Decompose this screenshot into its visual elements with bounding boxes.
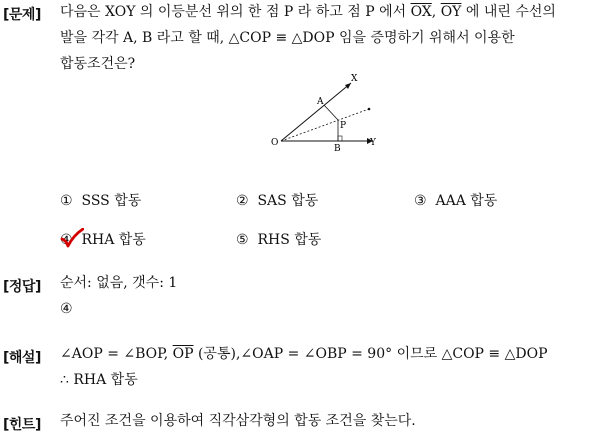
choice-2-text: SAS 합동	[257, 193, 319, 209]
question-text	[60, 0, 590, 77]
choice-3-text: AAA 합동	[435, 193, 498, 209]
choice-5[interactable]	[236, 231, 321, 249]
check-mark-icon	[60, 228, 84, 248]
question-line-1	[60, 0, 590, 25]
choice-1-text: SSS 합동	[81, 193, 142, 209]
explanation-line-1-post: (공통),∠OAP = ∠OBP = 90° 이므로 △COP ≡ △DOP	[193, 346, 548, 362]
explanation-line-1-pre: ∠AOP = ∠BOP,	[60, 346, 173, 362]
segment-op: $\overline{OP}$	[172, 346, 194, 362]
right-angle-mark	[338, 136, 342, 141]
choice-4-number: ④	[60, 232, 73, 248]
hint-label: [힌트]	[3, 417, 41, 433]
label-o: O	[271, 138, 279, 148]
angle-bisector-figure	[265, 68, 385, 158]
choice-2-number: ②	[236, 193, 249, 209]
answer-label: [정답]	[3, 279, 41, 295]
choice-1-number: ①	[60, 193, 73, 209]
question-line-1-post: 에 내린 수선의	[461, 4, 556, 20]
segment-oy: $\overline{OY}$	[440, 4, 462, 20]
explanation-line-2: ∴ RHA 합동	[60, 372, 138, 388]
answer-meta: 순서: 없음, 갯수: 1	[60, 275, 178, 291]
explanation-label: [해설]	[3, 350, 41, 366]
choice-3[interactable]	[414, 192, 497, 210]
label-x: X	[351, 74, 358, 84]
label-y: Y	[370, 138, 376, 148]
perpendicular-pa	[324, 105, 338, 120]
ray-ox	[281, 83, 351, 141]
choice-3-number: ③	[414, 193, 427, 209]
label-b: B	[334, 144, 341, 154]
choice-5-text: RHS 합동	[257, 232, 322, 248]
bisector	[281, 109, 369, 141]
segment-comma: ,	[431, 4, 441, 20]
choice-1[interactable]	[60, 192, 141, 210]
segment-ox: $\overline{OX}$	[410, 4, 432, 20]
explanation-line-1	[60, 341, 592, 367]
answer-value: ④	[60, 301, 73, 317]
label-a: A	[317, 97, 324, 107]
bisector-end-point	[368, 108, 371, 111]
hint-text: 주어진 조건을 이용하여 직각삼각형의 합동 조건을 찾는다.	[60, 413, 416, 429]
explanation-text	[60, 341, 592, 393]
choice-5-number: ⑤	[236, 232, 249, 248]
choice-2[interactable]	[236, 192, 318, 210]
question-line-3: 합동조건은?	[60, 56, 136, 72]
question-label: [문제]	[3, 7, 41, 23]
question-line-1-pre: 다음은 XOY 의 이등분선 위의 한 점 P 라 하고 점 P 에서	[60, 4, 411, 20]
question-line-2: 발을 각각 A, B 라고 할 때, △COP ≡ △DOP 임을 증명하기 위해서 이용한	[60, 30, 515, 46]
choice-4-text: RHA 합동	[81, 232, 146, 248]
label-p: P	[340, 121, 347, 131]
